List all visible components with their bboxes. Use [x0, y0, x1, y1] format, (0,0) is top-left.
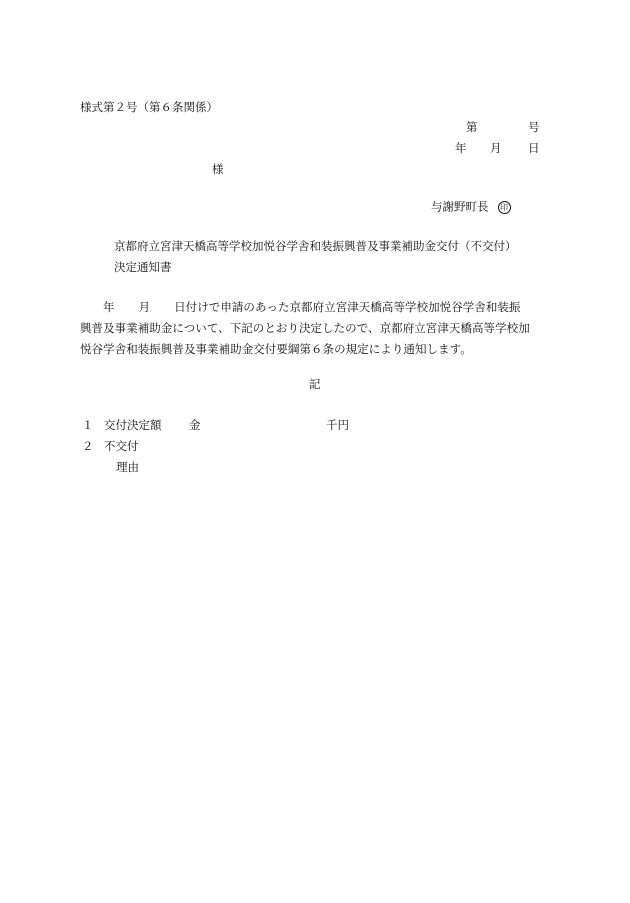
- reason-label: 理由: [116, 460, 139, 474]
- issuer-name: 与謝野町長: [431, 199, 489, 214]
- title-line-1: 京都府立宮津天橋高等学校加悦谷学舎和装振興普及事業補助金交付（不交付）: [114, 239, 517, 253]
- item-number: ２: [82, 439, 94, 453]
- number-prefix: 第: [466, 120, 478, 134]
- title-line-2: 決定通知書: [114, 260, 172, 274]
- form-id: 様式第２号（第６条関係）: [80, 100, 218, 114]
- body-line-1: [80, 297, 548, 318]
- amount-unit: 千円: [326, 418, 349, 432]
- amount-prefix: 金: [189, 418, 201, 432]
- seal-mark: 印: [498, 201, 511, 214]
- date-year: 年: [455, 141, 467, 155]
- body-year: 年: [103, 300, 115, 314]
- item-label: 交付決定額: [104, 418, 162, 432]
- body-line-1-rest: 日付けで申請のあった京都府立宮津天橋高等学校加悦谷学舎和装振: [174, 300, 521, 314]
- body-paragraph: [80, 297, 548, 360]
- body-line-3: 悦谷学舎和装振興普及事業補助金交付要綱第６条の規定により通知します。: [80, 342, 472, 356]
- addressee-suffix: 様: [212, 162, 224, 176]
- item-number: １: [82, 418, 94, 432]
- number-suffix: 号: [528, 120, 540, 134]
- date-month: 月: [490, 141, 502, 155]
- date-day: 日: [528, 141, 540, 155]
- issuer: [431, 201, 511, 214]
- body-month: 月: [138, 300, 151, 314]
- body-line-2: 興普及事業補助金について、下記のとおり決定したので、京都府立宮津天橋高等学校加: [80, 321, 530, 335]
- record-heading: 記: [309, 377, 321, 391]
- item-label: 不交付: [104, 439, 139, 453]
